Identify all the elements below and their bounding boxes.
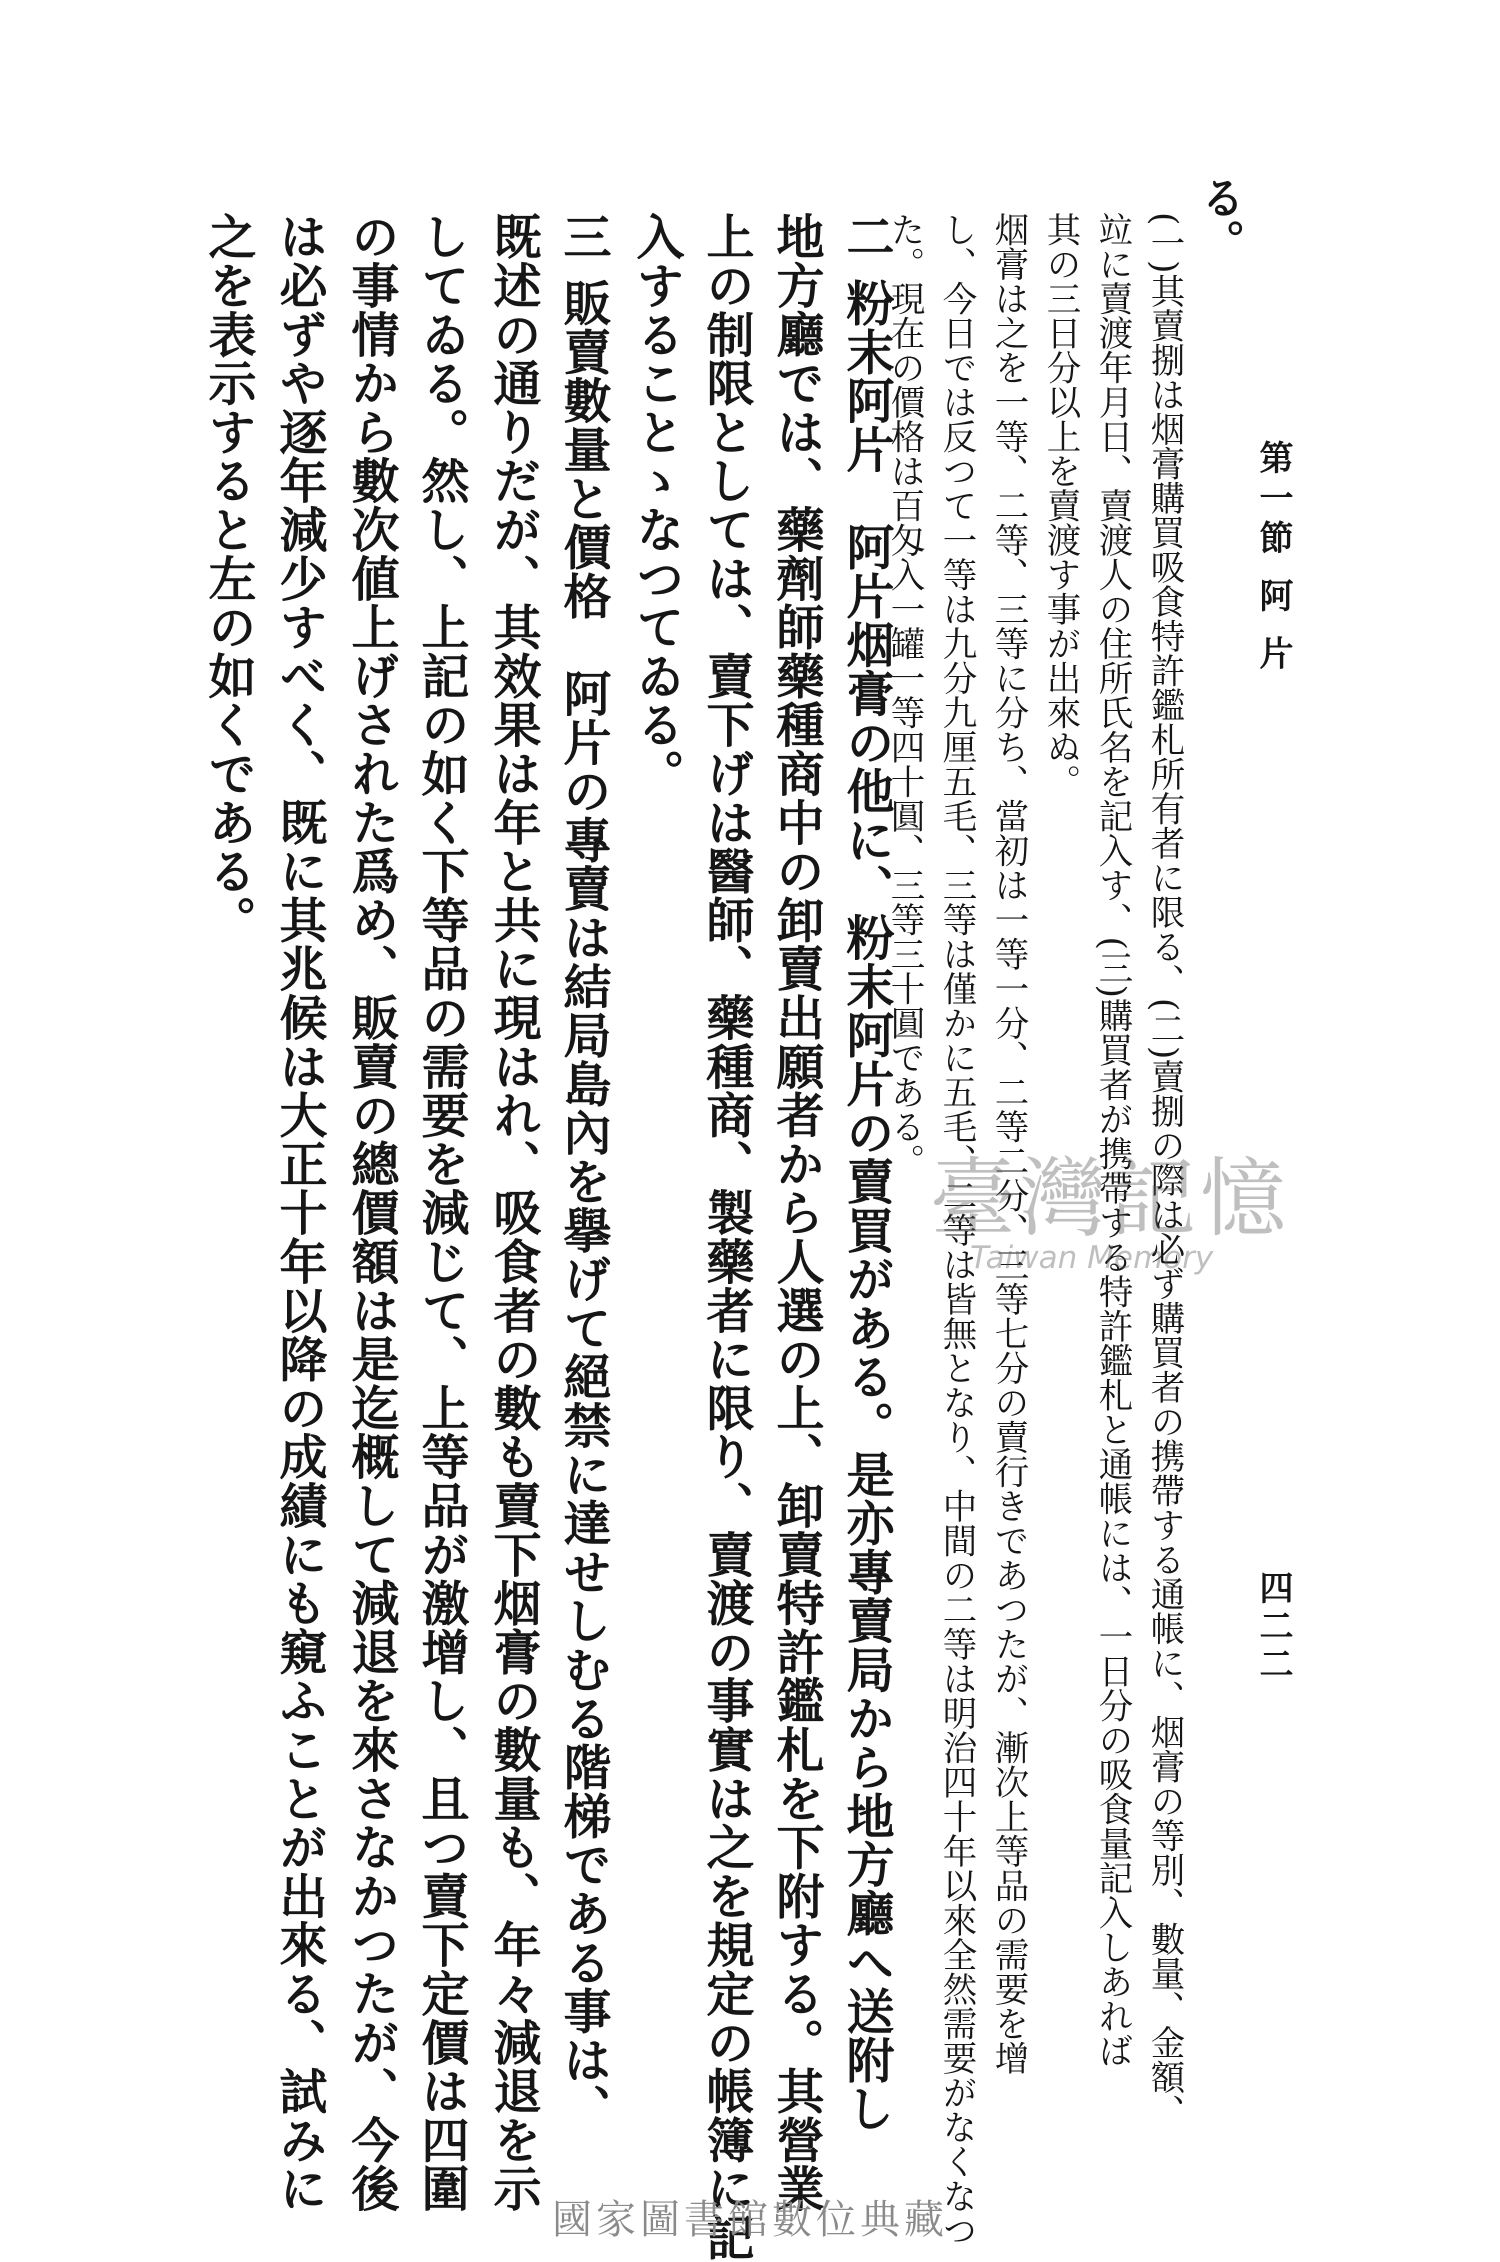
body-column: [838, 212, 894, 2133]
body-column: [628, 212, 684, 798]
watermark-latin-text: Taiwan Memory: [970, 1240, 1214, 1276]
body-column: [343, 212, 399, 2213]
body-text: 地方廳では、藥劑師藥種商中の卸賣出願者から人選の上、卸賣特許鑑札を下附する。其營業: [768, 212, 824, 2213]
body-text: 之を表示すると左の如くである。: [200, 212, 256, 944]
body-text: 阿片の專賣は結局島內を擧げて絕禁に達せしむる階梯である事は、: [555, 619, 611, 2133]
note-line: る。: [1193, 175, 1244, 263]
body-text: してゐる。然し、上記の如く下等品の需要を減じて、上等品が激增し、且つ賣下定價は四圍: [413, 212, 469, 2213]
body-text: の事情から數次値上げされた爲め、販賣の總價額は是迄概して減退を來さなかつたが、今後: [343, 212, 399, 2213]
body-text: 既述の通りだが、其效果は年と共に現はれ、吸食者の數も賣下烟膏の數量も、年々減退を示: [485, 212, 541, 2213]
footer-source-credit: 國家圖書館數位典藏: [552, 2197, 948, 2243]
note-line: 其の三日分以上を賣渡す事が出來ぬ。: [1040, 212, 1080, 799]
note-line: し、今日では反つて一等は九分九厘五毛、三等は僅かに五毛、二等は皆無となり、中間の二等は明治四十年以來全然需要がなくなつ: [936, 212, 976, 2248]
section-heading: 二 粉末阿片: [838, 212, 894, 474]
note-line: 烟膏は之を一等、二等、三等に分ち、當初は一等一分、二等二分、三等七分の賣行きであつたが、漸次上等品の需要を增: [988, 212, 1028, 2075]
body-column: [485, 212, 541, 2213]
page-number: 四二二: [1253, 1570, 1293, 1684]
body-text: 阿片烟膏の他に、粉末阿片の賣買がある。是亦專賣局から地方廳へ送附し: [838, 473, 894, 2133]
note-line: 竝に賣渡年月日、賣渡人の住所氏名を記入す、(三)購買者が携帶する特許鑑札と通帳には、一日分の吸食量記入しあれば: [1092, 212, 1132, 2068]
body-column: [271, 212, 327, 2213]
section-title: 第一節 阿 片: [1253, 440, 1293, 676]
body-column: [555, 212, 611, 2133]
body-column: [698, 212, 754, 2262]
body-column: [768, 212, 824, 2213]
section-heading: 三 販賣數量と價格: [555, 212, 611, 620]
body-text: は必ずや逐年減少すべく、既に其兆候は大正十年以降の成績にも窺ふことが出來る、試みに: [271, 212, 327, 2213]
watermark-cjk-text: 臺灣記憶: [930, 1149, 1290, 1249]
note-line: た。現在の價格は百匁入一罐一等四十圓、三等三十圓である。: [884, 212, 924, 1178]
taiwan-memory-watermark: [930, 1149, 1290, 1280]
body-text: 入することゝなつてゐる。: [628, 212, 684, 798]
note-line: (一)其賣捌は烟膏購買吸食特許鑑札所有者に限る、(二)賣捌の際は必ず購買者の携帶する通帳に、烟膏の等別、數量、金額、: [1144, 212, 1184, 2129]
body-column: [413, 212, 469, 2213]
body-column: [200, 212, 256, 944]
body-text: 上の制限としては、賣下げは醫師、藥種商、製藥者に限り、賣渡の事實は之を規定の帳簿に記: [698, 212, 754, 2262]
